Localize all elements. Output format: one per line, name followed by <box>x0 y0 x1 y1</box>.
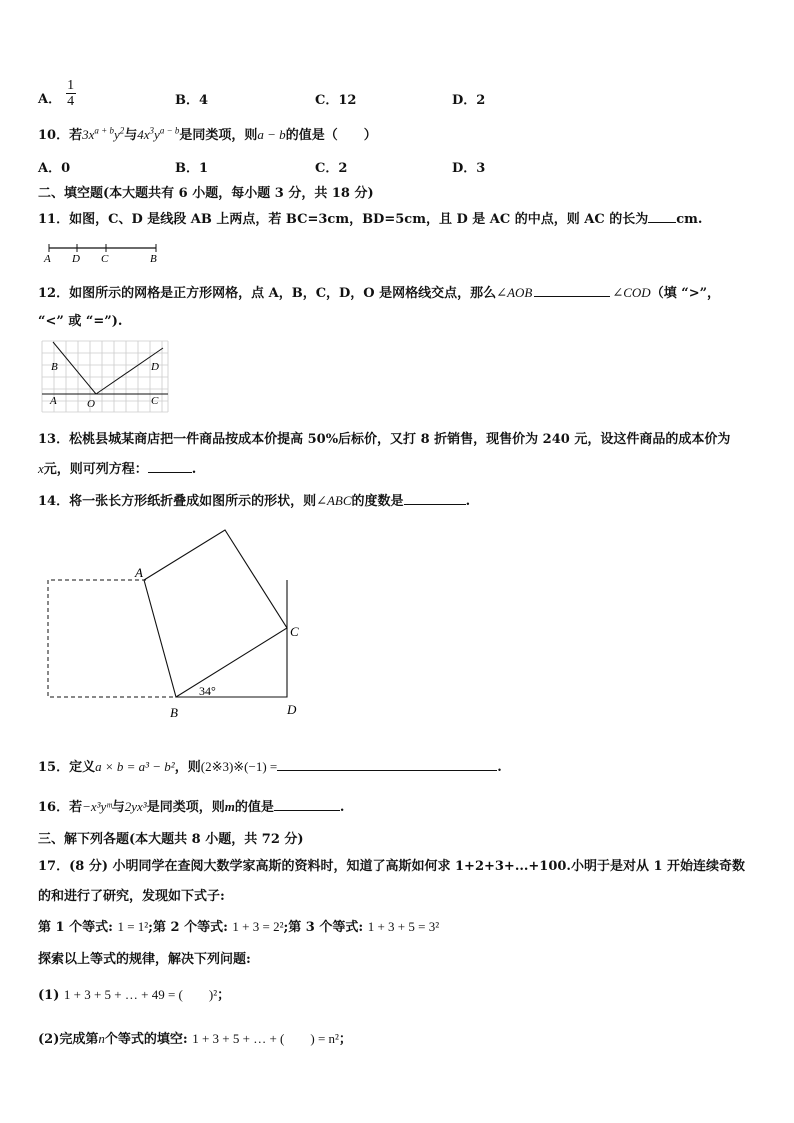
q13-answer-blank <box>148 460 192 473</box>
section-2-heading: 二、填空题(本大题共有 6 小题，每小题 3 分，共 18 分) <box>38 186 374 201</box>
label-b: B <box>51 361 58 373</box>
q9-option-b: B．4 <box>175 93 209 108</box>
label-d: D <box>287 702 297 717</box>
angle-34-label: 34° <box>199 684 216 698</box>
label-c: C <box>290 624 299 639</box>
q15-definition: a × b = a³ − b² <box>95 759 175 774</box>
q14-text: 14．将一张长方形纸折叠成如图所示的形状，则 <box>38 494 317 509</box>
q15-period: . <box>497 760 502 775</box>
q11-text: 11．如图，C、D 是线段 AB 上两点，若 BC=3cm，BD=5cm，且 D 是 AC 的中点，则 AC 的长为 <box>38 212 649 227</box>
q10-option-c: C．2 <box>315 161 348 176</box>
question-17-part-1 <box>38 984 230 1003</box>
q12-instruction: （填 “>”， <box>650 286 721 301</box>
q9-option-d: D．2 <box>452 93 486 108</box>
q10-and: 与 <box>124 128 138 143</box>
question-17-line-2: 的和进行了研究，发现如下式子: <box>38 889 225 904</box>
q13-period: . <box>191 462 197 477</box>
part-1-expression: 1 + 3 + 5 + … + 49 = ( )² <box>63 987 218 1002</box>
label-a: A <box>135 565 143 580</box>
equation-2: 1 + 3 = 2² <box>232 919 284 934</box>
question-12-line-2: “<” 或 “=”). <box>38 314 123 329</box>
q10-term2: $4x^3y^{a - b}$ <box>137 125 180 142</box>
q11-segment-figure <box>40 240 170 264</box>
q16-term-1: −x³yᵐ <box>82 799 112 814</box>
q10-ending: 的值是（ ） <box>285 128 377 143</box>
q9-option-a <box>38 78 76 109</box>
equation-3-label: ;第 3 个等式: <box>283 920 364 935</box>
fraction-denominator: 4 <box>67 94 75 109</box>
question-16 <box>38 796 344 815</box>
question-15 <box>38 756 502 775</box>
q12-answer-blank <box>534 284 610 297</box>
label-d: D <box>72 253 80 264</box>
question-11 <box>38 208 702 227</box>
q10-option-d: D．3 <box>452 161 486 176</box>
question-13-line-1: 13．松桃县城某商店把一件商品按成本价提高 50%后标价，又打 8 折销售，现售价为 240 元，设这件商品的成本价为 <box>38 432 731 447</box>
section-3-heading: 三、解下列各题(本大题共 8 小题，共 72 分) <box>38 832 304 847</box>
label-o: O <box>87 398 95 410</box>
part-2-end: ； <box>338 1032 352 1047</box>
equation-2-label: ;第 2 个等式: <box>148 920 228 935</box>
label-b: B <box>170 705 178 720</box>
fraction-numerator: 1 <box>67 78 75 93</box>
part-2-text-2: 个等式的填空: <box>104 1032 188 1047</box>
q10-expression: a − b <box>257 127 286 142</box>
q16-term-2: 2yx³ <box>124 799 147 814</box>
q10-option-a: A．0 <box>38 161 71 176</box>
q14-text-2: 的度数是 <box>351 494 404 509</box>
question-17-equations <box>38 916 439 935</box>
q12-text: 12．如图所示的网格是正方形网格，点 A，B，C，D，O 是网格线交点，那么 <box>38 286 497 301</box>
question-10 <box>38 124 377 143</box>
equation-1: 1 = 1² <box>117 919 149 934</box>
q14-angle-abc: ∠ABC <box>316 493 352 508</box>
q15-expression: (2※3)※(−1) = <box>200 759 278 774</box>
original-rectangle-dashed <box>48 580 176 697</box>
q10-term1: $3x^{a + b}y^2$ <box>82 125 125 142</box>
q15-answer-blank <box>277 758 497 771</box>
q12-angle-aob: ∠AOB <box>496 285 533 300</box>
q11-unit: cm. <box>676 212 703 227</box>
question-14 <box>38 490 470 509</box>
q10-prefix: 10．若 <box>38 128 83 143</box>
q16-text-3: 的值是 <box>234 800 274 815</box>
label-c: C <box>101 253 109 264</box>
part-1-end: ； <box>217 988 231 1003</box>
q16-text-2: 是同类项，则 <box>146 800 225 815</box>
equation-3: 1 + 3 + 5 = 3² <box>367 919 440 934</box>
q12-angle-cod: ∠COD <box>612 285 651 300</box>
fraction-one-quarter <box>66 78 76 109</box>
folded-part <box>144 530 287 697</box>
question-17-instruction: 探索以上等式的规律，解决下列问题: <box>38 952 251 967</box>
q12-grid-figure <box>41 340 171 414</box>
q16-period: . <box>339 800 345 815</box>
q11-answer-blank <box>648 210 676 223</box>
q13-text: 元，则可列方程： <box>43 462 148 477</box>
label-d: D <box>151 361 159 373</box>
q16-variable-m: m <box>224 799 235 814</box>
q10-option-b: B．1 <box>175 161 209 176</box>
part-1-label: (1) <box>38 988 60 1003</box>
q14-folded-paper-figure <box>40 525 310 725</box>
part-2-text: (2)完成第 <box>38 1032 99 1047</box>
q16-and: 与 <box>111 800 125 815</box>
question-12-line-1 <box>38 282 720 301</box>
q15-text-2: ，则 <box>174 760 201 775</box>
q15-text: 15．定义 <box>38 760 96 775</box>
q16-text: 16．若 <box>38 800 83 815</box>
label-a: A <box>50 395 57 407</box>
part-2-expression: 1 + 3 + 5 + … + ( ) = n² <box>192 1031 339 1046</box>
label-b: B <box>150 253 157 264</box>
equation-1-label: 第 1 个等式: <box>38 920 113 935</box>
part-2-variable-n: n <box>98 1031 105 1046</box>
question-17-line-1: 17．(8 分) 小明同学在查阅大数学家高斯的资料时，知道了高斯如何求 1+2+3+...+100.小明于是对从 1 开始连续奇数 <box>38 859 746 874</box>
q14-period: . <box>465 494 471 509</box>
q9-option-c: C．12 <box>315 93 357 108</box>
label-a: A <box>44 253 51 264</box>
question-17-part-2 <box>38 1028 352 1047</box>
q10-middle: 是同类项，则 <box>179 128 258 143</box>
q9-option-a-prefix: A． <box>38 92 62 107</box>
question-13-line-2 <box>38 458 196 477</box>
q13-variable-x: x <box>38 461 44 476</box>
q14-answer-blank <box>404 492 466 505</box>
ray-ob <box>53 342 96 394</box>
q16-answer-blank <box>274 798 340 811</box>
label-c: C <box>151 395 159 407</box>
